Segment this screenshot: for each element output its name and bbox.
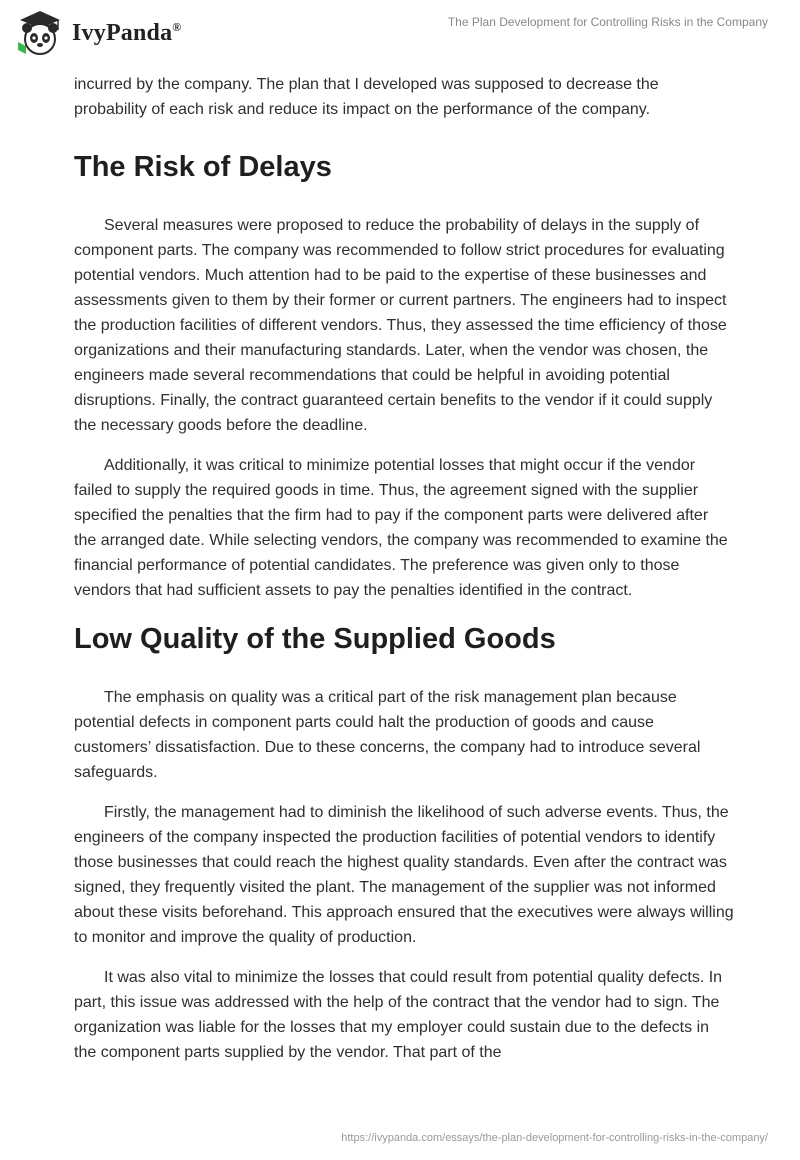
paragraph: Firstly, the management had to diminish the likelihood of such adverse events. Thus, the engineers of the company inspected the production facilities of potential vendors to identify those businesses that could reach the highest quality standards. Even after the contract was signed, they frequently visited the plant. The management of the supplier was not informed about these visits beforehand. This approach ensured that the executives were always willing to monitor and improve the quality of production. [74, 804, 734, 946]
section-heading-quality: Low Quality of the Supplied Goods [74, 623, 556, 655]
panda-graduation-icon [14, 8, 66, 58]
paragraph: The emphasis on quality was a critical part of the risk management plan because potential defects in component parts could halt the production of goods and cause customers’ dissatisfaction. Due to these concerns, the company had to introduce several safeguards. [74, 689, 701, 781]
paragraph: Several measures were proposed to reduce the probability of delays in the supply of component parts. The company was recommended to follow strict procedures for evaluating potential vendors. Much attention had to be paid to the expertise of these businesses and assessments given to them by their former or current partners. The engineers had to inspect the production facilities of different vendors. Thus, they assessed the time efficiency of those organizations and their manufacturing standards. Later, when the vendor was chosen, the engineers made several recommendations that could be helpful in avoiding potential disruptions. Finally, the contract guaranteed certain benefits to the vendor if it could supply the necessary goods before the deadline. [74, 217, 727, 434]
paragraph: It was also vital to minimize the losses that could result from potential quality defects. In part, this issue was addressed with the help of the contract that the vendor had to sign. The organization was liable for the losses that my employer could sustain due to the defects in the component parts supplied by the vendor. That part of the [74, 969, 723, 1061]
document-title: The Plan Development for Controlling Risks in the Company [447, 15, 768, 29]
section-heading-delays: The Risk of Delays [74, 151, 332, 183]
source-url[interactable]: https://ivypanda.com/essays/the-plan-development-for-controlling-risks-in-the-company/ [341, 1132, 768, 1144]
ivypanda-logo[interactable] [14, 8, 214, 58]
essay-body [74, 72, 734, 1080]
intro-paragraph: incurred by the company. The plan that I developed was supposed to decrease the probability of each risk and reduce its impact on the performance of the company. [74, 76, 659, 118]
page-header [0, 0, 800, 70]
brand-name: IvyPanda® [72, 19, 182, 46]
paragraph: Additionally, it was critical to minimize potential losses that might occur if the vendor failed to supply the required goods in time. Thus, the agreement signed with the supplier specified the penalties that the firm had to pay if the component parts were delivered after the arranged date. While selecting vendors, the company was recommended to examine the financial performance of potential candidates. The preference was given only to those vendors that had sufficient assets to pay the penalties identified in the contract. [74, 457, 728, 599]
